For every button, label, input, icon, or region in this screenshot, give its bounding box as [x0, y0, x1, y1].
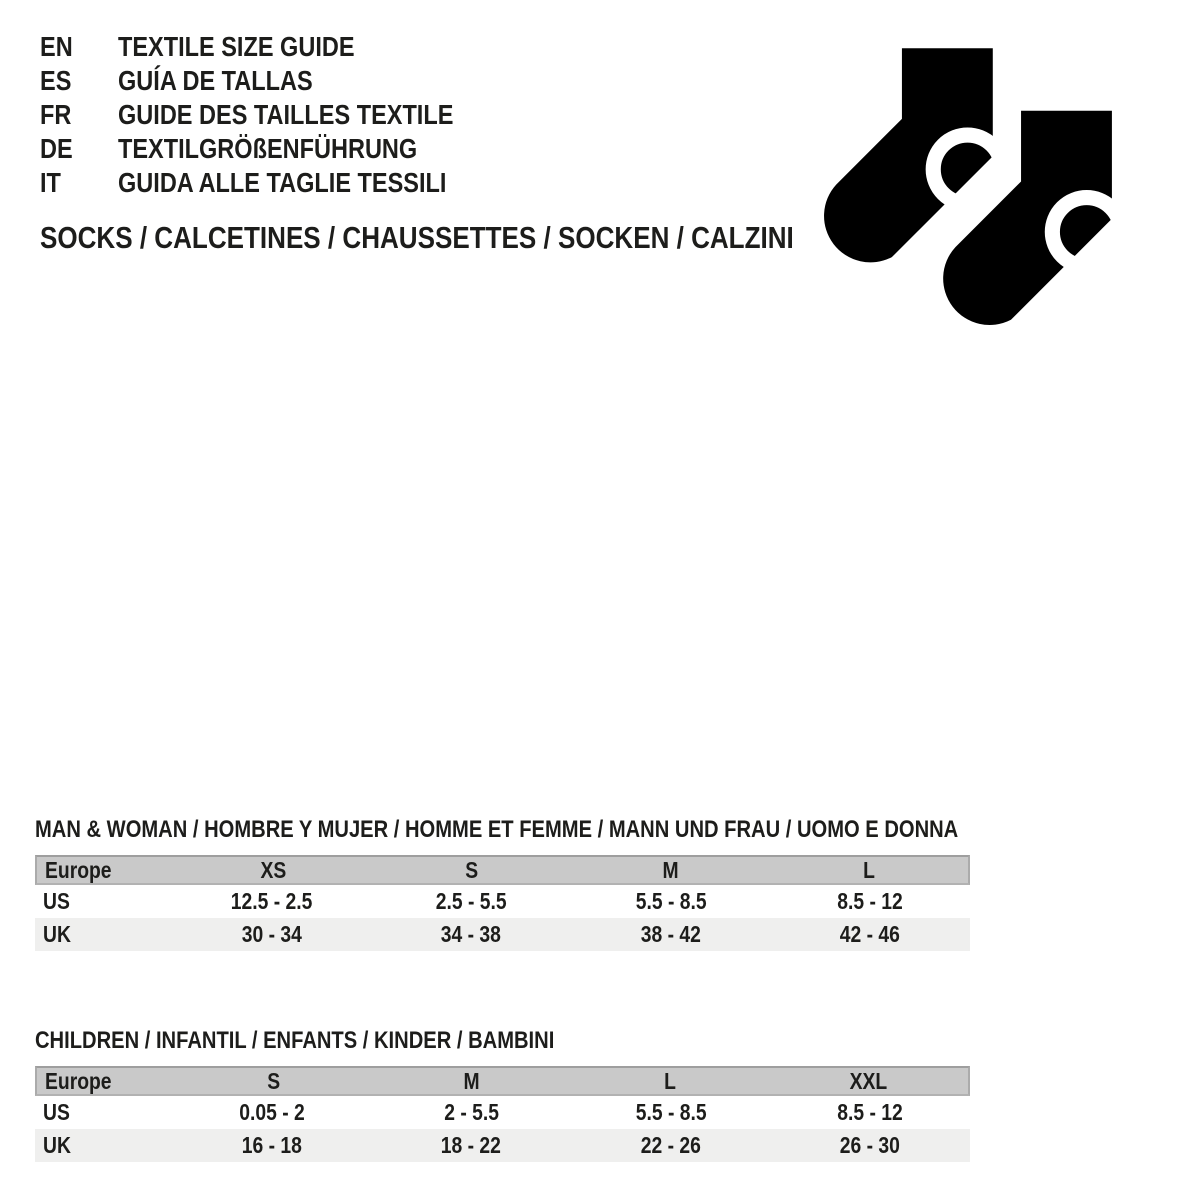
- size-cell: 26 - 30: [840, 1132, 901, 1158]
- column-header-size: L: [664, 1067, 677, 1094]
- table-row-us: [35, 885, 970, 918]
- size-table-children: [35, 1066, 970, 1162]
- size-cell: 5.5 - 8.5: [635, 1099, 707, 1125]
- row-label: UK: [43, 1132, 71, 1158]
- socks-icon: [810, 28, 1115, 346]
- column-header-size: M: [662, 856, 679, 883]
- language-row-de: [40, 132, 517, 166]
- size-cell: 0.05 - 2: [238, 1099, 305, 1125]
- language-code: EN: [40, 31, 73, 62]
- column-header-region: Europe: [45, 856, 112, 883]
- size-cell: 34 - 38: [441, 921, 502, 947]
- language-row-es: [40, 64, 517, 98]
- language-code: DE: [40, 133, 73, 164]
- language-label: GUIDE DES TAILLES TEXTILE: [118, 99, 454, 130]
- size-table-section-children: [35, 1027, 970, 1162]
- table-title-children: CHILDREN / INFANTIL / ENFANTS / KINDER / BAMBINI: [35, 1027, 555, 1054]
- row-label: US: [43, 888, 70, 914]
- language-code: IT: [40, 167, 61, 198]
- table-header-row: [35, 1066, 970, 1096]
- size-cell: 5.5 - 8.5: [635, 888, 707, 914]
- language-label: TEXTILE SIZE GUIDE: [118, 31, 355, 62]
- table-title-adults: MAN & WOMAN / HOMBRE Y MUJER / HOMME ET FEMME / MANN UND FRAU / UOMO E DONNA: [35, 816, 959, 843]
- size-cell: 2.5 - 5.5: [435, 888, 507, 914]
- language-label: GUÍA DE TALLAS: [118, 65, 313, 96]
- table-row-uk: [35, 918, 970, 951]
- size-cell: 8.5 - 12: [837, 1099, 904, 1125]
- table-header-row: [35, 855, 970, 885]
- column-header-size: S: [465, 856, 479, 883]
- size-cell: 22 - 26: [640, 1132, 701, 1158]
- size-cell: 16 - 18: [241, 1132, 302, 1158]
- size-cell: 12.5 - 2.5: [230, 888, 313, 914]
- language-row-en: [40, 30, 517, 64]
- row-label: US: [43, 1099, 70, 1125]
- column-header-size: M: [463, 1067, 480, 1094]
- language-code: FR: [40, 99, 72, 130]
- language-code: ES: [40, 65, 72, 96]
- column-header-size: XXL: [849, 1067, 888, 1094]
- column-header-size: L: [862, 856, 875, 883]
- language-row-fr: [40, 98, 517, 132]
- language-label: TEXTILGRÖßENFÜHRUNG: [118, 133, 418, 164]
- language-list: [40, 30, 517, 200]
- size-table-section-adults: [35, 816, 970, 951]
- table-row-us: [35, 1096, 970, 1129]
- size-cell: 2 - 5.5: [443, 1099, 499, 1125]
- column-header-size: XS: [260, 856, 287, 883]
- size-cell: 18 - 22: [441, 1132, 502, 1158]
- language-label: GUIDA ALLE TAGLIE TESSILI: [118, 167, 447, 198]
- category-line: SOCKS / CALCETINES / CHAUSSETTES / SOCKEN / CALZINI: [40, 220, 794, 255]
- size-table-adults: [35, 855, 970, 951]
- column-header-size: S: [266, 1067, 280, 1094]
- size-cell: 38 - 42: [640, 921, 701, 947]
- language-row-it: [40, 166, 517, 200]
- column-header-region: Europe: [45, 1067, 112, 1094]
- row-label: UK: [43, 921, 71, 947]
- table-row-uk: [35, 1129, 970, 1162]
- size-cell: 8.5 - 12: [837, 888, 904, 914]
- size-cell: 42 - 46: [840, 921, 901, 947]
- size-cell: 30 - 34: [241, 921, 302, 947]
